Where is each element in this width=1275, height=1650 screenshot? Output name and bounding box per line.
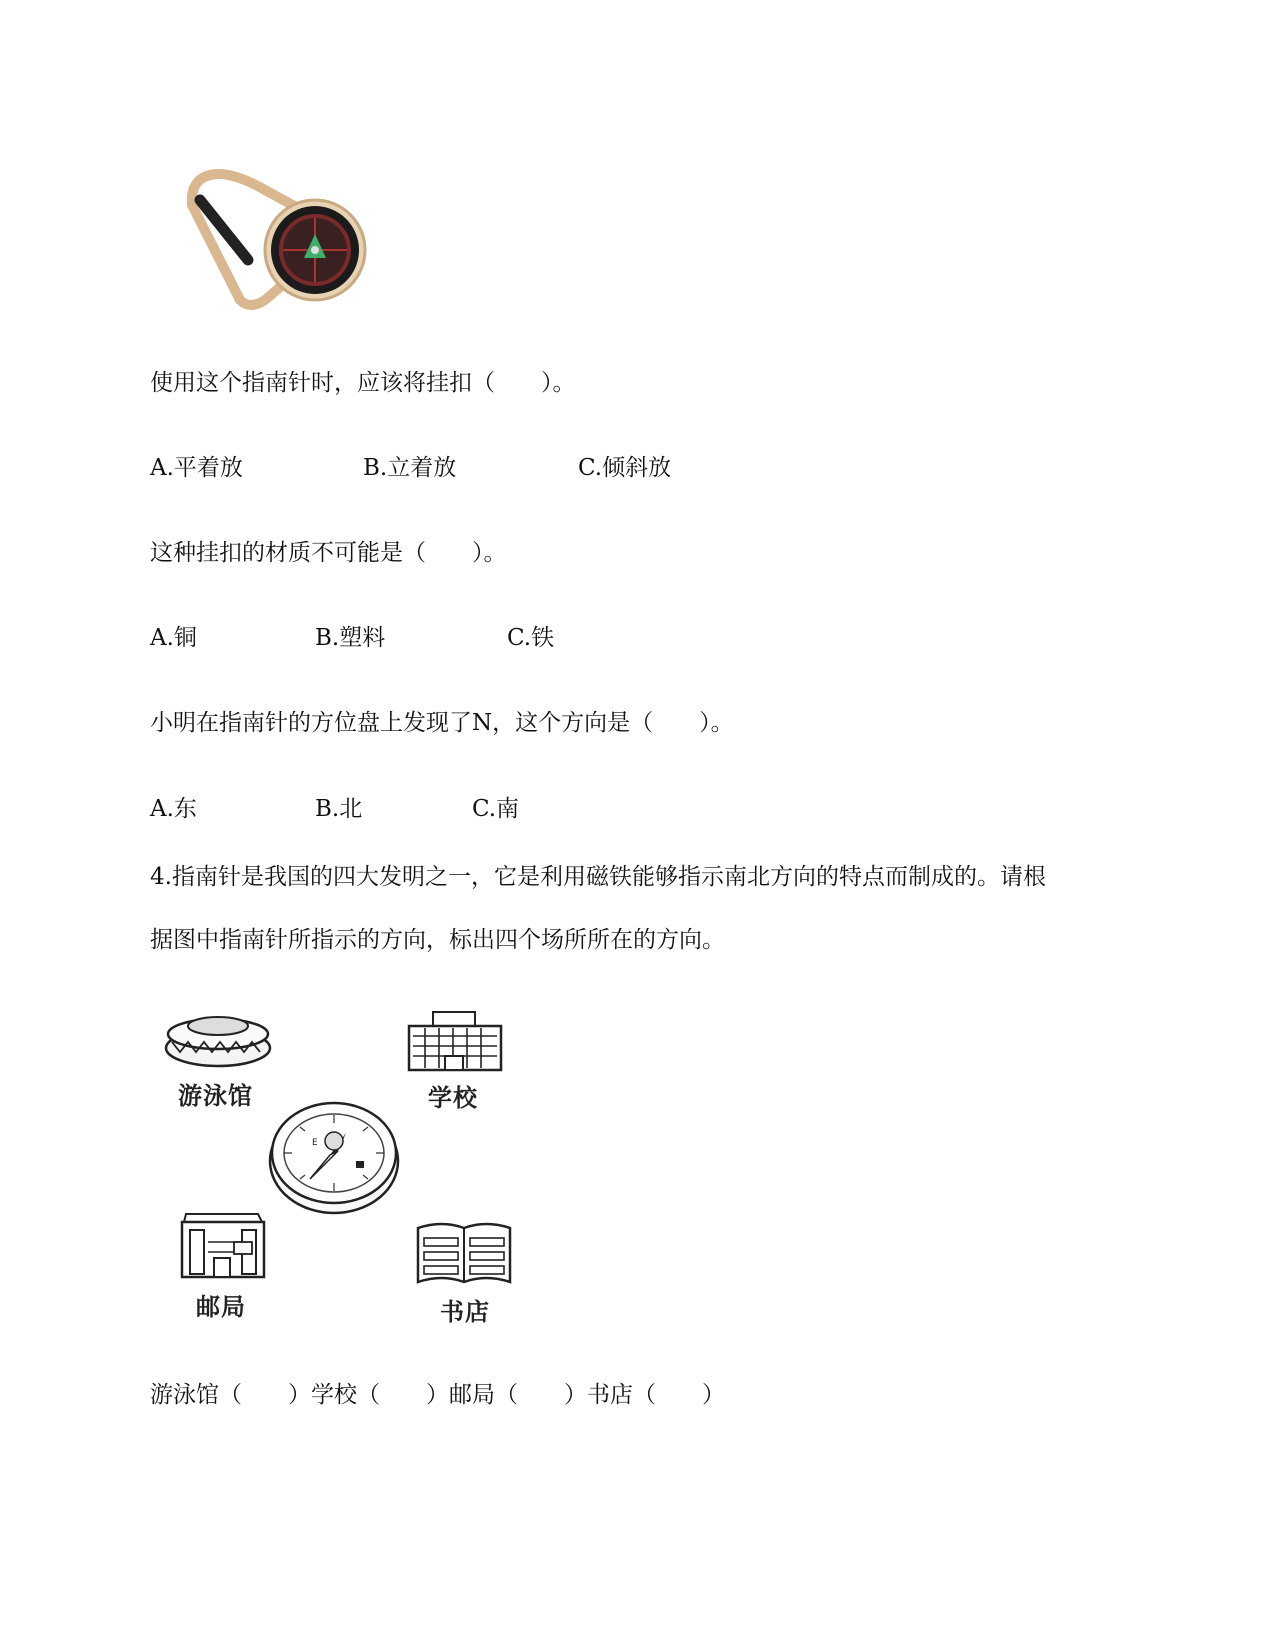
q1-question: 使用这个指南针时，应该将挂扣（ ）。 [150,370,576,396]
q1-option-b: B.立着放 [363,455,457,481]
q1-option-a: A.平着放 [150,455,243,481]
q3-option-a: A.东 [150,796,197,822]
svg-text:E: E [312,1138,318,1148]
pool-label: 游泳馆 [178,1082,253,1110]
q4-text-line2: 据图中指南针所指示的方向，标出四个场所所在的方向。 [150,927,725,953]
swimming-pool-icon [160,1008,280,1073]
post-office-icon [178,1212,268,1280]
q2-question: 这种挂扣的材质不可能是（ ）。 [150,540,507,566]
bookstore-icon [414,1216,514,1288]
q2-option-c: C.铁 [507,625,555,651]
q3-option-c: C.南 [472,796,520,822]
compass-icon [264,1093,404,1218]
q1-option-c: C.倾斜放 [578,455,672,481]
carabiner-compass-image [170,160,380,320]
q2-option-b: B.塑料 [315,625,386,651]
q4-text-line1: 4.指南针是我国的四大发明之一，它是利用磁铁能够指示南北方向的特点而制成的。请根 [150,864,1046,890]
post-office-label: 邮局 [196,1293,246,1321]
bookstore-label: 书店 [440,1298,490,1326]
q3-question: 小明在指南针的方位盘上发现了N，这个方向是（ ）。 [150,710,734,736]
q2-option-a: A.铜 [150,625,197,651]
school-icon [405,1008,505,1074]
q3-option-b: B.北 [315,796,363,822]
q4-answer-line: 游泳馆（ ）学校（ ）邮局（ ）书店（ ） [150,1382,725,1408]
school-label: 学校 [428,1084,478,1112]
